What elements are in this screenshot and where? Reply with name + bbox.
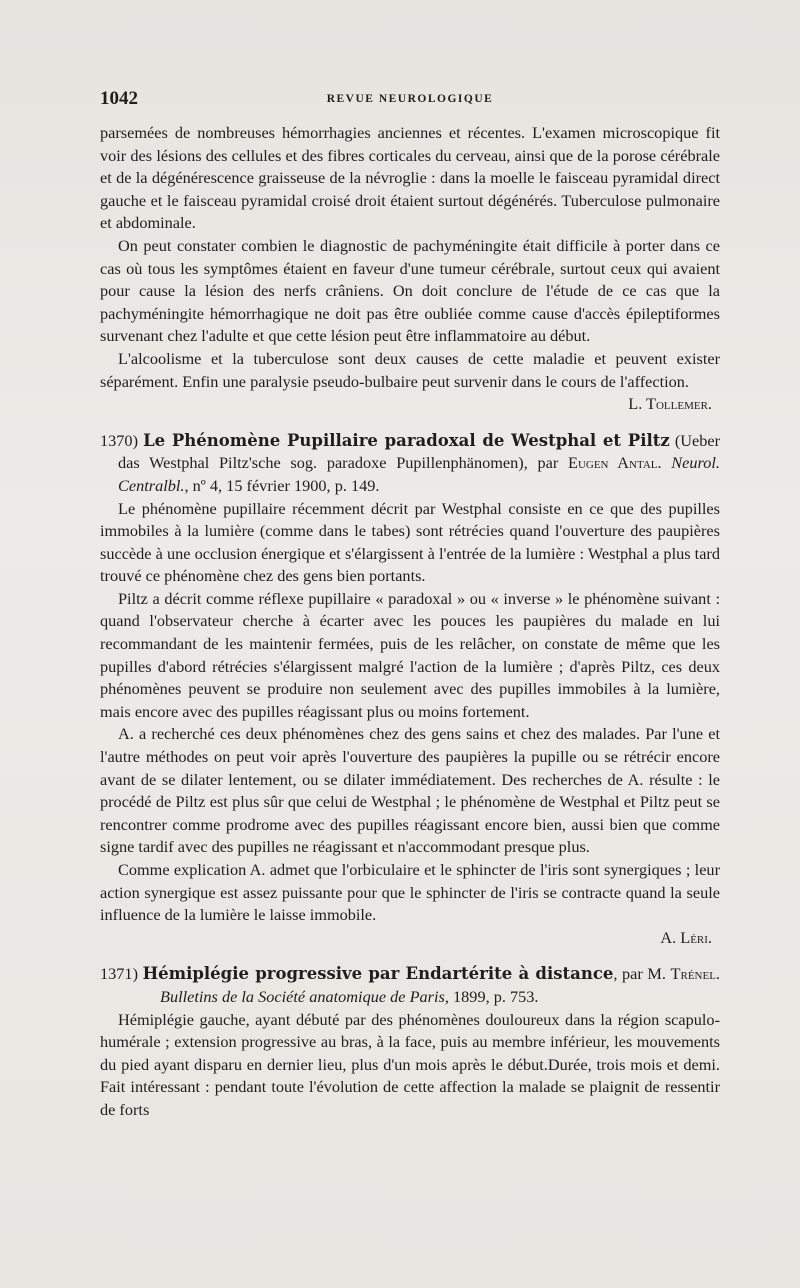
article2-journal: Neurol. Centralbl.	[118, 453, 720, 495]
article2-paragraph-3: A. a recherché ces deux phénomènes chez des gens sains et chez des malades. Par l'une et l'autre méthodes on peut voir après l'ouverture des paupières la pupille ou se rétrécir encore avant de se dilater lentement, ou se dilater immédiatement. Des recherches de A. résulte : le procédé de Piltz est plus sûr que celui de Westphal ; le phénomène de Westphal et Piltz peut se rencontrer comme prodrome avec des pupilles réagissant encore bien, aussi bien que comme signe tardif avec des pupilles ne réagissant et n'accommodant presque plus.	[100, 724, 720, 857]
article2-reference: , nº 4, 15 février 1900, p. 149.	[184, 475, 380, 495]
article3-reference: , 1899, p. 753.	[444, 986, 539, 1006]
article2-subtitle: (Ueber das Westphal Piltz'sche sog. paradoxe Pupillenphänomen), par	[118, 430, 721, 473]
page-header	[100, 88, 720, 112]
article1-paragraph-1: parsemées de nombreuses hémorrhagies anciennes et récentes. L'examen microscopique fit voir des lésions des cellules et des fibres corticales du cerveau, ainsi que de la porose cérébrale et de la dégénérescence graisseuse de la névroglie : dans la moelle le faisceau pyramidal direct gauche et le faisceau pyramidal croisé droit étaient surtout dégénérés. Tuberculose pulmonaire et abdominale.	[100, 123, 720, 233]
article3-paragraph-1: Hémiplégie gauche, ayant débuté par des phénomènes douloureux dans la région scapulo-humérale ; extension progressive au bras, à la face, puis au membre inférieur, les mouvements du pied ayant disparu en dernier lieu, plus d'un mois après le début.Durée, trois mois et demi. Fait intéressant : pendant toute l'évolution de cette affection la malade se plaignit de ressentir de forts	[100, 1009, 720, 1119]
article2-signature: A. Léri.	[660, 927, 712, 947]
article3-title: Hémiplégie progressive par Endartérite à distance	[142, 964, 614, 984]
page-number: 1042	[100, 88, 138, 109]
article3-heading	[100, 963, 720, 1008]
article3-by: , par M.	[613, 964, 666, 984]
article1-paragraph-3: L'alcoolisme et la tuberculose sont deux causes de cette maladie et peuvent exister séparément. Enfin une paralysie pseudo-bulbaire peut survenir dans le cours de l'affection.	[100, 348, 720, 391]
article1-signature: L. Tollemer.	[628, 394, 712, 414]
article2-heading	[100, 430, 720, 498]
article2-paragraph-2: Piltz a décrit comme réflexe pupillaire « paradoxal » ou « inverse » le phénomène suivant : quand l'observateur cherche à écarter avec les pouces les paupières du malade en lui recommandant de les maintenir fermées, puis de les relâcher, on constate de même que les pupilles d'abord rétrécies s'élargissent malgré l'action de la lumière ; d'après Piltz, ces deux phénomènes peuvent se produire non seulement avec des pupilles immobiles à la lumière, mais encore avec des pupilles réagissant plus ou moins fortement.	[100, 588, 720, 721]
article3-number: 1371)	[100, 964, 138, 984]
article1-paragraph-2: On peut constater combien le diagnostic de pachyméningite était difficile à porter dans ce cas où tous les symptômes étaient en faveur d'une tumeur cérébrale, surtout ceux qui avaient pour cause la lésion des nerfs crâniens. On doit conclure de l'étude de ce cas que la pachyméningite hémorrhagique ne doit pas être oubliée comme cause d'accès épileptiformes survenant chez l'adulte et que cette lésion peut être inflammatoire au début.	[100, 235, 720, 346]
article3-journal: Bulletins de la Société anatomique de Paris	[160, 986, 445, 1006]
article2-paragraph-1: Le phénomène pupillaire récemment décrit par Westphal consiste en ce que des pupilles immobiles à la lumière (comme dans le tabes) sont rétrécies quand l'ouverture des paupières succède à une occlusion énergique et s'élargissent à l'entrée de la lumière : Westphal a plus tard trouvé ce phénomène chez des gens bien portants.	[100, 498, 720, 586]
article3-author: Trénel.	[670, 964, 720, 984]
article2-author: Eugen Antal.	[568, 453, 662, 473]
article2-title: Le Phénomène Pupillaire paradoxal de Westphal et Piltz	[143, 430, 670, 450]
article2-number: 1370)	[100, 430, 138, 450]
page-body	[100, 122, 720, 1122]
article2-paragraph-4: Comme explication A. admet que l'orbiculaire et le sphincter de l'iris sont synergiques ; leur action synergique est assez puissante pour que le sphincter de l'iris se contracte quand la seule influence de la lumière le laisse immobile.	[100, 860, 720, 925]
running-title: REVUE NEUROLOGIQUE	[326, 93, 494, 105]
